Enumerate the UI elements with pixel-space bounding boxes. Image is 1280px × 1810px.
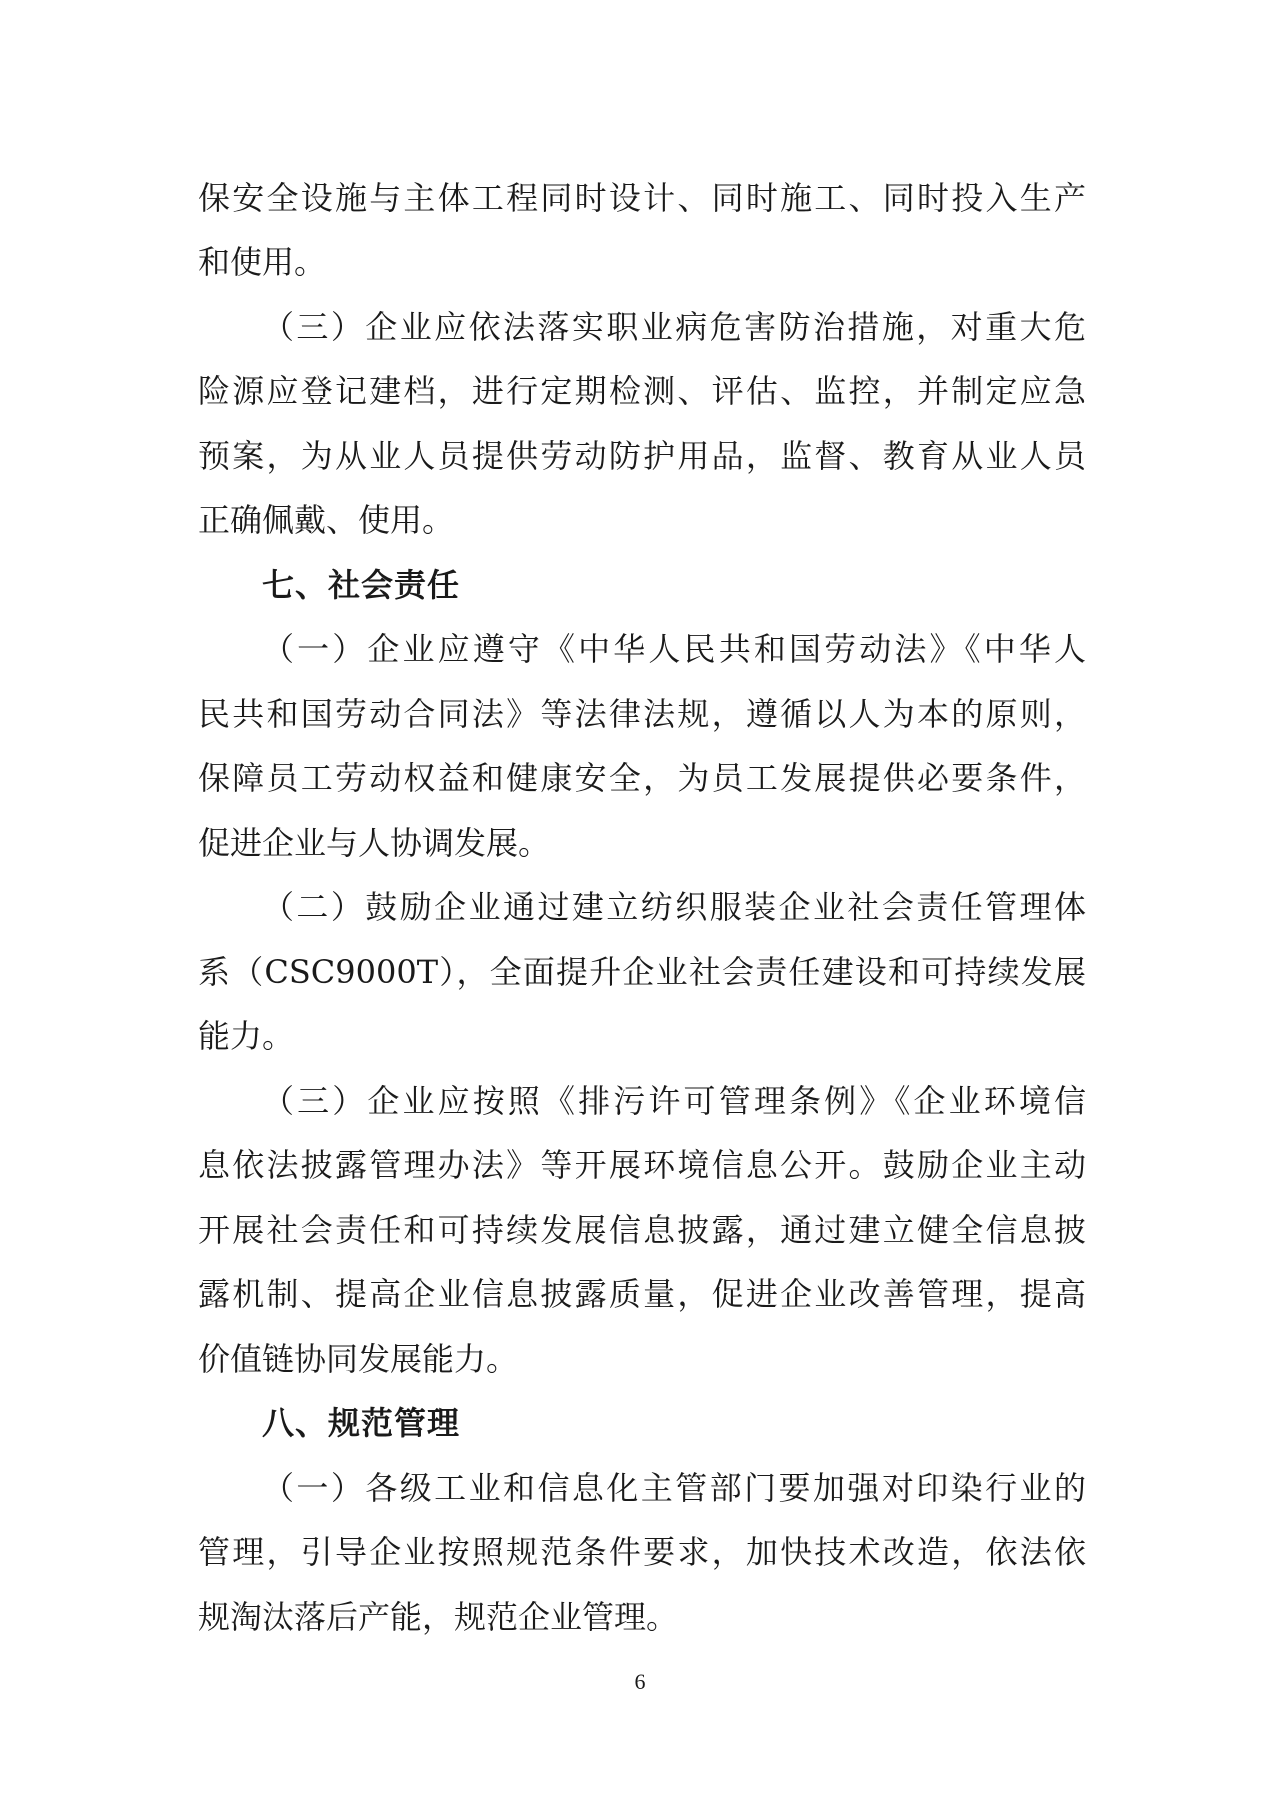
body-line: 系（CSC9000T），全面提升企业社会责任建设和可持续发展	[198, 953, 1086, 991]
body-line: 保障员工劳动权益和健康安全，为员工发展提供必要条件，	[198, 759, 1086, 797]
body-line: 息依法披露管理办法》等开展环境信息公开。鼓励企业主动	[198, 1146, 1086, 1184]
page-number: 6	[634, 1669, 646, 1694]
body-line: 保安全设施与主体工程同时设计、同时施工、同时投入生产	[198, 179, 1086, 217]
body-line: （二）鼓励企业通过建立纺织服装企业社会责任管理体	[262, 888, 1086, 926]
section-heading: 八、规范管理	[262, 1404, 461, 1442]
body-line: 管理，引导企业按照规范条件要求，加快技术改造，依法依	[198, 1533, 1086, 1571]
body-line: 能力。	[198, 1017, 295, 1055]
body-line: （一）各级工业和信息化主管部门要加强对印染行业的	[262, 1469, 1086, 1507]
section-heading: 七、社会责任	[262, 566, 461, 604]
body-line: 开展社会责任和可持续发展信息披露，通过建立健全信息披	[198, 1211, 1086, 1249]
body-line: 正确佩戴、使用。	[198, 501, 455, 539]
body-line: （三）企业应按照《排污许可管理条例》《企业环境信	[262, 1082, 1086, 1120]
body-line: 预案，为从业人员提供劳动防护用品，监督、教育从业人员	[198, 437, 1086, 475]
body-line: 民共和国劳动合同法》等法律法规，遵循以人为本的原则，	[198, 695, 1086, 733]
body-line: 规淘汰落后产能，规范企业管理。	[198, 1598, 679, 1636]
body-line: 险源应登记建档，进行定期检测、评估、监控，并制定应急	[198, 372, 1086, 410]
body-line: （三）企业应依法落实职业病危害防治措施，对重大危	[262, 308, 1086, 346]
body-line: 和使用。	[198, 243, 327, 281]
body-line: 露机制、提高企业信息披露质量，促进企业改善管理，提高	[198, 1275, 1086, 1313]
body-line: （一）企业应遵守《中华人民共和国劳动法》《中华人	[262, 630, 1086, 668]
body-line: 促进企业与人协调发展。	[198, 824, 551, 862]
body-line: 价值链协同发展能力。	[198, 1340, 519, 1378]
